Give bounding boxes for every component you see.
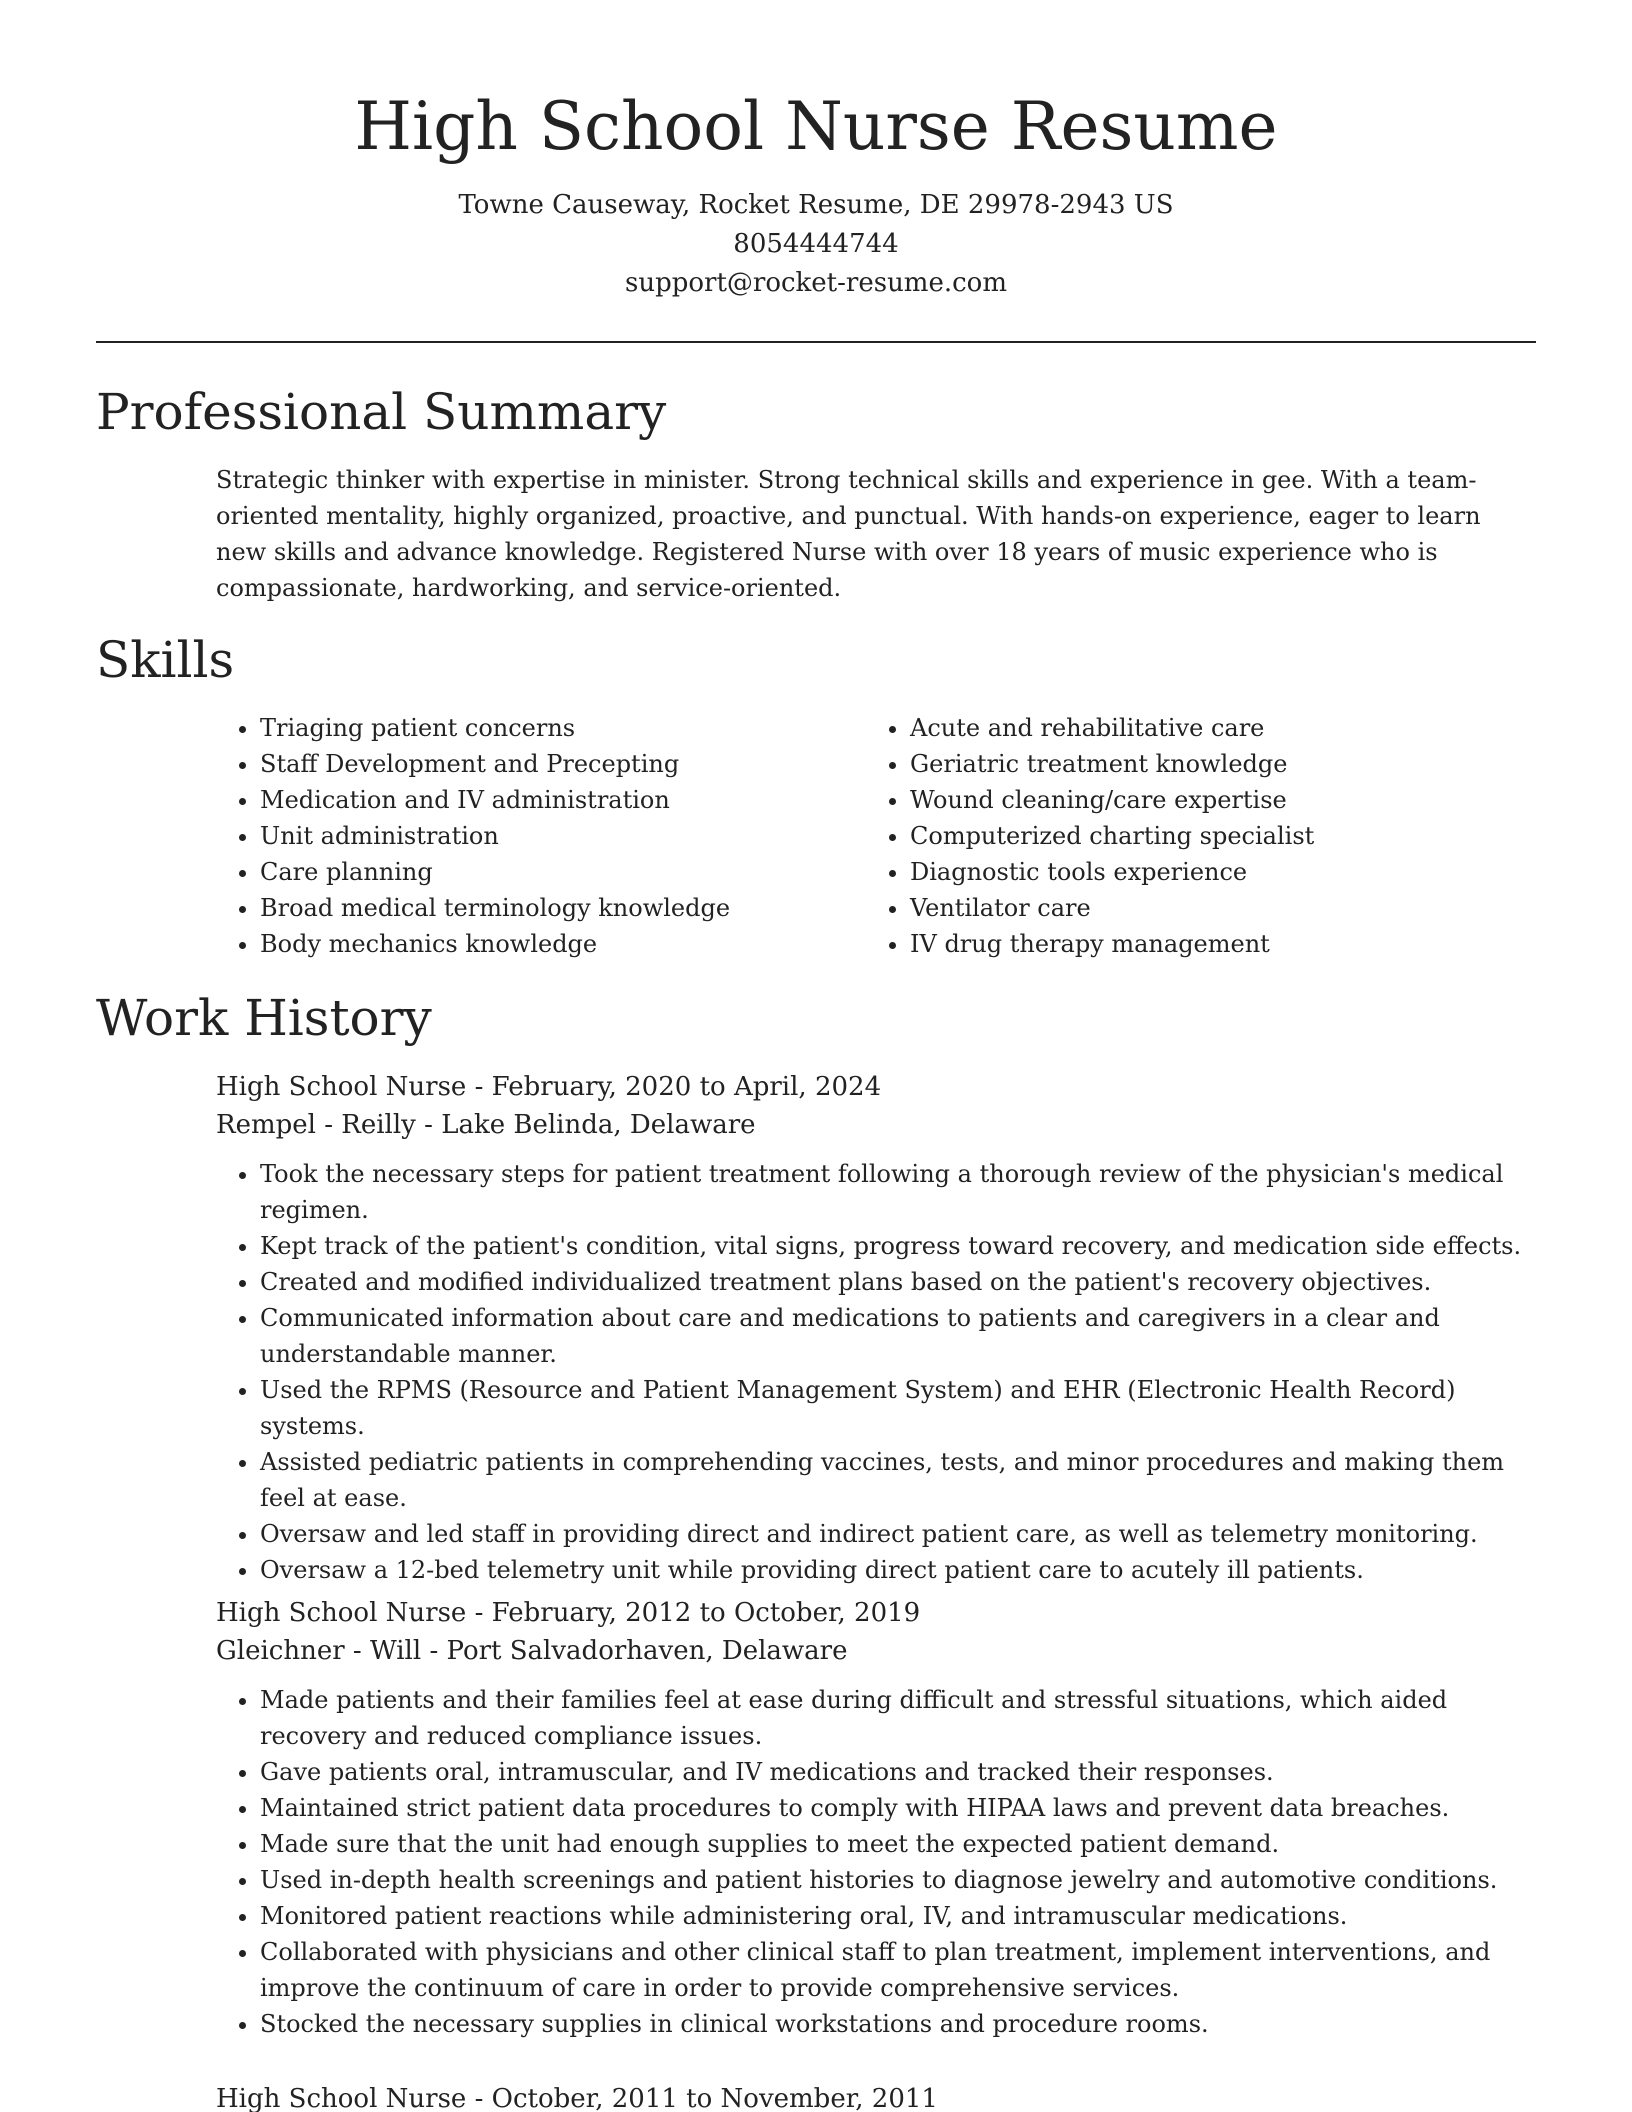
job-duty: • Communicated information about care and medications to patients and caregivers in a clear and understandable manner. [260, 1300, 1536, 1372]
summary-text: Strategic thinker with expertise in minister. Strong technical skills and experience in gee. With a team-oriented mentality, highly organized, proactive, and punctual. With hands-on experience, eager to learn new skills and advance knowledge. Registered Nurse with over 18 years of music experience who is compassionate, hardworking, and service-oriented. [216, 466, 1481, 602]
work-history-heading: Work History [96, 989, 432, 1047]
job-duty: • Used the RPMS (Resource and Patient Management System) and EHR (Electronic Health Record) systems. [260, 1372, 1536, 1444]
resume-name: High School Nurse Resume [354, 88, 1278, 165]
job-role: High School Nurse [216, 1072, 467, 1102]
job-dates: - October, 2011 to November, 2011 [466, 2084, 938, 2112]
job-title-line [216, 1068, 1536, 1106]
job-duty: • Maintained strict patient data procedures to comply with HIPAA laws and prevent data breaches. [260, 1790, 1536, 1826]
skills-list [216, 710, 1536, 962]
job-duty: • Oversaw and led staff in providing direct and indirect patient care, as well as telemetry monitoring. [260, 1516, 1536, 1552]
job-duty: • Stocked the necessary supplies in clinical workstations and procedure rooms. [260, 2006, 1536, 2042]
skills-heading: Skills [96, 631, 235, 689]
job-duty: • Oversaw a 12-bed telemetry unit while providing direct patient care to acutely ill patients. [260, 1552, 1536, 1588]
resume-header [0, 0, 1632, 303]
job-duties [216, 1682, 1536, 2042]
contact-email: support@rocket-resume.com [624, 268, 1007, 298]
job-duty: • Made sure that the unit had enough supplies to meet the expected patient demand. [260, 1826, 1536, 1862]
job-company: Gleichner - Will [216, 1636, 422, 1666]
job-entry [216, 1594, 1536, 2042]
job-location: - Lake Belinda, Delaware [415, 1110, 756, 1140]
job-role: High School Nurse [216, 1598, 467, 1628]
job-duty: • Used in-depth health screenings and patient histories to diagnose jewelry and automotive conditions. [260, 1862, 1536, 1898]
job-dates: - February, 2020 to April, 2024 [466, 1072, 882, 1102]
job-company-line [216, 1106, 1536, 1144]
skill-item: • Care planning [260, 854, 866, 890]
contact-address: Towne Causeway, Rocket Resume, DE 29978-2943 US [458, 190, 1174, 220]
contact-block [0, 186, 1632, 303]
job-duty: • Collaborated with physicians and other clinical staff to plan treatment, implement interventions, and improve the continuum of care in order to provide comprehensive services. [260, 1934, 1536, 2006]
skill-item: • Medication and IV administration [260, 782, 866, 818]
job-entry [216, 2080, 1536, 2112]
job-duty: • Assisted pediatric patients in comprehending vaccines, tests, and minor procedures and making them feel at ease. [260, 1444, 1536, 1516]
contact-phone: 8054444744 [733, 229, 899, 259]
skill-item: • Computerized charting specialist [910, 818, 1516, 854]
skills-column-right [866, 710, 1516, 962]
skill-item: • Geriatric treatment knowledge [910, 746, 1516, 782]
skill-item: • Triaging patient concerns [260, 710, 866, 746]
job-duty: • Gave patients oral, intramuscular, and IV medications and tracked their responses. [260, 1754, 1536, 1790]
skill-item: • Diagnostic tools experience [910, 854, 1516, 890]
job-role: High School Nurse [216, 2084, 467, 2112]
job-company: Rempel - Reilly [216, 1110, 416, 1140]
skill-item: • Broad medical terminology knowledge [260, 890, 866, 926]
job-title-line [216, 1594, 1536, 1632]
header-divider [96, 341, 1536, 343]
job-entry [216, 1068, 1536, 1588]
job-duty: • Kept track of the patient's condition, vital signs, progress toward recovery, and medication side effects. [260, 1228, 1536, 1264]
job-title-line [216, 2080, 1536, 2112]
skill-item: • Body mechanics knowledge [260, 926, 866, 962]
summary-heading: Professional Summary [96, 383, 667, 441]
skill-item: • Staff Development and Precepting [260, 746, 866, 782]
job-dates: - February, 2012 to October, 2019 [466, 1598, 921, 1628]
job-duty: • Took the necessary steps for patient treatment following a thorough review of the physician's medical regimen. [260, 1156, 1536, 1228]
job-duties [216, 1156, 1536, 1588]
job-duty: • Monitored patient reactions while administering oral, IV, and intramuscular medications. [260, 1898, 1536, 1934]
skill-item: • IV drug therapy management [910, 926, 1516, 962]
job-location: - Port Salvadorhaven, Delaware [421, 1636, 848, 1666]
skills-column-left [216, 710, 866, 962]
job-duty: • Created and modified individualized treatment plans based on the patient's recovery objectives. [260, 1264, 1536, 1300]
skill-item: • Unit administration [260, 818, 866, 854]
skill-item: • Ventilator care [910, 890, 1516, 926]
job-duty: • Made patients and their families feel at ease during difficult and stressful situations, which aided recovery and reduced compliance issues. [260, 1682, 1536, 1754]
skill-item: • Wound cleaning/care expertise [910, 782, 1516, 818]
skill-item: • Acute and rehabilitative care [910, 710, 1516, 746]
job-company-line [216, 1632, 1536, 1670]
